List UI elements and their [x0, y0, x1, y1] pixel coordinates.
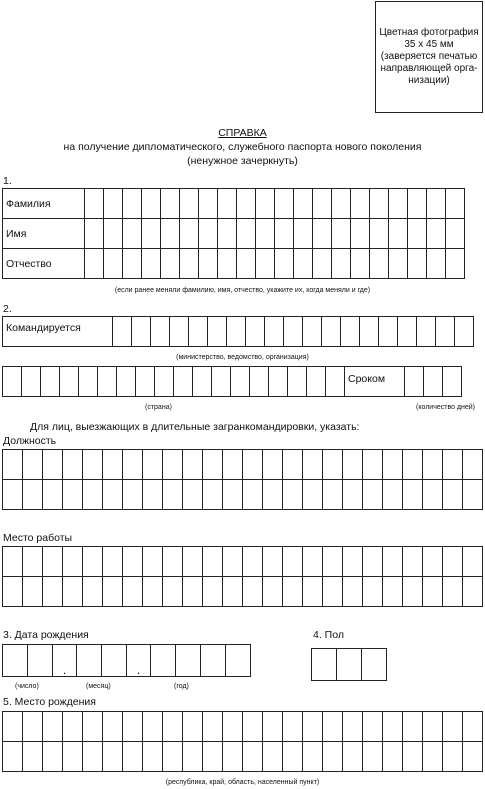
- long-trip-note: Для лиц, выезжающих в длительные загранкомандировки, указать:: [30, 421, 360, 433]
- letter-cell[interactable]: [363, 480, 383, 510]
- letter-cell[interactable]: [63, 742, 83, 772]
- letter-cell[interactable]: [313, 219, 332, 249]
- letter-cell[interactable]: [43, 577, 63, 607]
- letter-cell[interactable]: [256, 189, 275, 219]
- sex-grid: [311, 648, 387, 681]
- letter-cell[interactable]: [83, 742, 103, 772]
- letter-cell[interactable]: [143, 712, 163, 742]
- letter-cell[interactable]: [243, 547, 263, 577]
- letter-cell[interactable]: [103, 577, 123, 607]
- letter-cell[interactable]: [417, 317, 436, 347]
- letter-cell[interactable]: [223, 577, 243, 607]
- letter-cell[interactable]: [180, 189, 199, 219]
- birthplace-hint: (республика, край, область, населенный пункт): [165, 779, 320, 786]
- letter-cell[interactable]: [203, 742, 223, 772]
- srok-label: Сроком: [345, 367, 405, 397]
- letter-cell[interactable]: [212, 367, 231, 397]
- letter-cell[interactable]: [161, 219, 180, 249]
- letter-cell[interactable]: [294, 219, 313, 249]
- letter-cell[interactable]: [341, 317, 360, 347]
- letter-cell[interactable]: [303, 480, 323, 510]
- letter-cell[interactable]: [423, 547, 443, 577]
- letter-cell[interactable]: [123, 189, 142, 219]
- letter-cell[interactable]: [269, 367, 288, 397]
- section-1-number: 1.: [3, 175, 12, 187]
- letter-cell[interactable]: [218, 249, 237, 279]
- letter-cell[interactable]: [193, 367, 212, 397]
- birthplace-label: 5. Место рождения: [3, 696, 96, 708]
- letter-cell[interactable]: [283, 480, 303, 510]
- date-separator: .: [127, 645, 151, 677]
- letter-cell[interactable]: [283, 577, 303, 607]
- letter-cell[interactable]: [183, 480, 203, 510]
- letter-cell[interactable]: [389, 219, 408, 249]
- letter-cell[interactable]: [351, 249, 370, 279]
- letter-cell[interactable]: [307, 367, 326, 397]
- letter-cell[interactable]: [263, 577, 283, 607]
- letter-cell[interactable]: [170, 317, 189, 347]
- letter-cell[interactable]: [383, 480, 403, 510]
- form-subtitle: на получение дипломатического, служебного паспорта нового поколения: [63, 141, 422, 153]
- letter-cell[interactable]: [403, 480, 423, 510]
- letter-cell[interactable]: [363, 577, 383, 607]
- letter-cell[interactable]: [303, 450, 323, 480]
- letter-cell[interactable]: [223, 742, 243, 772]
- letter-cell[interactable]: [243, 577, 263, 607]
- letter-cell[interactable]: [180, 249, 199, 279]
- letter-cell[interactable]: [403, 450, 423, 480]
- letter-cell[interactable]: [163, 547, 183, 577]
- year-hint: (год): [174, 683, 189, 690]
- letter-cell[interactable]: [446, 249, 465, 279]
- letter-cell[interactable]: [332, 249, 351, 279]
- letter-cell[interactable]: [303, 742, 323, 772]
- letter-cell[interactable]: [363, 547, 383, 577]
- date-digit-cell[interactable]: [3, 645, 28, 677]
- letter-cell[interactable]: [123, 547, 143, 577]
- letter-cell[interactable]: [98, 367, 117, 397]
- letter-cell[interactable]: [3, 547, 23, 577]
- letter-cell[interactable]: [294, 249, 313, 279]
- letter-cell[interactable]: [161, 249, 180, 279]
- letter-cell[interactable]: [446, 219, 465, 249]
- form-title: СПРАВКА: [218, 127, 267, 139]
- letter-cell[interactable]: [284, 317, 303, 347]
- letter-cell[interactable]: [332, 219, 351, 249]
- country-days-grid: [2, 366, 462, 397]
- letter-cell[interactable]: [383, 547, 403, 577]
- photo-box: [375, 1, 483, 113]
- letter-cell[interactable]: [427, 189, 446, 219]
- letter-cell[interactable]: [443, 547, 463, 577]
- letter-cell[interactable]: [351, 189, 370, 219]
- date-digit-cell[interactable]: [151, 645, 176, 677]
- letter-cell[interactable]: [23, 480, 43, 510]
- letter-cell[interactable]: [83, 712, 103, 742]
- letter-cell[interactable]: [23, 712, 43, 742]
- letter-cell[interactable]: [370, 249, 389, 279]
- letter-cell[interactable]: [463, 480, 483, 510]
- section-2-number: 2.: [3, 303, 12, 315]
- patronymic-label: Отчество: [3, 249, 85, 279]
- letter-cell[interactable]: [43, 450, 63, 480]
- letter-cell[interactable]: [23, 742, 43, 772]
- letter-cell[interactable]: [183, 712, 203, 742]
- komandir-hint: (министерство, ведомство, организация): [176, 354, 309, 361]
- letter-cell[interactable]: [63, 450, 83, 480]
- letter-cell[interactable]: [403, 712, 423, 742]
- letter-cell[interactable]: [143, 480, 163, 510]
- date-digit-cell[interactable]: [77, 645, 102, 677]
- letter-cell[interactable]: [143, 742, 163, 772]
- letter-cell[interactable]: [423, 577, 443, 607]
- letter-cell[interactable]: [326, 367, 345, 397]
- date-digit-cell[interactable]: [28, 645, 53, 677]
- letter-cell[interactable]: [223, 480, 243, 510]
- letter-cell[interactable]: [463, 547, 483, 577]
- letter-cell[interactable]: [203, 712, 223, 742]
- day-cell[interactable]: [424, 367, 443, 397]
- workplace-grid: [2, 546, 483, 607]
- sex-cell[interactable]: [362, 649, 387, 681]
- letter-cell[interactable]: [263, 712, 283, 742]
- workplace-label: Место работы: [3, 532, 73, 544]
- photo-line: направляющей орга-: [380, 63, 478, 74]
- letter-cell[interactable]: [303, 547, 323, 577]
- name-hint: (если ранее меняли фамилию, имя, отчество, укажите их, когда меняли и где): [114, 287, 371, 294]
- letter-cell[interactable]: [283, 547, 303, 577]
- sex-label: 4. Пол: [313, 629, 344, 641]
- letter-cell[interactable]: [423, 450, 443, 480]
- letter-cell[interactable]: [275, 189, 294, 219]
- letter-cell[interactable]: [408, 249, 427, 279]
- letter-cell[interactable]: [256, 249, 275, 279]
- letter-cell[interactable]: [189, 317, 208, 347]
- letter-cell[interactable]: [85, 189, 104, 219]
- birthplace-grid: [2, 711, 483, 772]
- letter-cell[interactable]: [63, 547, 83, 577]
- letter-cell[interactable]: [403, 577, 423, 607]
- letter-cell[interactable]: [379, 317, 398, 347]
- letter-cell[interactable]: [383, 742, 403, 772]
- letter-cell[interactable]: [43, 712, 63, 742]
- letter-cell[interactable]: [265, 317, 284, 347]
- letter-cell[interactable]: [427, 219, 446, 249]
- letter-cell[interactable]: [123, 742, 143, 772]
- letter-cell[interactable]: [132, 317, 151, 347]
- letter-cell[interactable]: [143, 450, 163, 480]
- letter-cell[interactable]: [423, 480, 443, 510]
- letter-cell[interactable]: [85, 219, 104, 249]
- letter-cell[interactable]: [223, 547, 243, 577]
- letter-cell[interactable]: [23, 547, 43, 577]
- birthdate-grid: [2, 644, 251, 677]
- letter-cell[interactable]: [83, 547, 103, 577]
- letter-cell[interactable]: [323, 742, 343, 772]
- letter-cell[interactable]: [463, 450, 483, 480]
- letter-cell[interactable]: [263, 450, 283, 480]
- letter-cell[interactable]: [218, 189, 237, 219]
- letter-cell[interactable]: [3, 480, 23, 510]
- letter-cell[interactable]: [43, 547, 63, 577]
- letter-cell[interactable]: [446, 189, 465, 219]
- birthdate-label: 3. Дата рождения: [3, 629, 89, 641]
- letter-cell[interactable]: [199, 189, 218, 219]
- letter-cell[interactable]: [103, 450, 123, 480]
- letter-cell[interactable]: [117, 367, 136, 397]
- letter-cell[interactable]: [163, 712, 183, 742]
- letter-cell[interactable]: [3, 712, 23, 742]
- letter-cell[interactable]: [323, 712, 343, 742]
- letter-cell[interactable]: [83, 577, 103, 607]
- letter-cell[interactable]: [104, 249, 123, 279]
- letter-cell[interactable]: [203, 547, 223, 577]
- letter-cell[interactable]: [370, 189, 389, 219]
- letter-cell[interactable]: [343, 450, 363, 480]
- letter-cell[interactable]: [351, 219, 370, 249]
- letter-cell[interactable]: [183, 577, 203, 607]
- letter-cell[interactable]: [423, 712, 443, 742]
- days-hint: (количество дней): [416, 404, 476, 411]
- letter-cell[interactable]: [208, 317, 227, 347]
- date-digit-cell[interactable]: [226, 645, 251, 677]
- letter-cell[interactable]: [443, 742, 463, 772]
- day-cell[interactable]: [405, 367, 424, 397]
- letter-cell[interactable]: [443, 450, 463, 480]
- letter-cell[interactable]: [243, 712, 263, 742]
- letter-cell[interactable]: [203, 450, 223, 480]
- letter-cell[interactable]: [303, 577, 323, 607]
- letter-cell[interactable]: [398, 317, 417, 347]
- letter-cell[interactable]: [383, 450, 403, 480]
- photo-line: низации): [408, 75, 450, 86]
- letter-cell[interactable]: [3, 577, 23, 607]
- letter-cell[interactable]: [163, 742, 183, 772]
- letter-cell[interactable]: [174, 367, 193, 397]
- letter-cell[interactable]: [423, 742, 443, 772]
- letter-cell[interactable]: [60, 367, 79, 397]
- letter-cell[interactable]: [223, 450, 243, 480]
- letter-cell[interactable]: [256, 219, 275, 249]
- letter-cell[interactable]: [237, 219, 256, 249]
- day-cell[interactable]: [443, 367, 462, 397]
- letter-cell[interactable]: [370, 219, 389, 249]
- letter-cell[interactable]: [283, 712, 303, 742]
- letter-cell[interactable]: [123, 480, 143, 510]
- sex-cell[interactable]: [337, 649, 362, 681]
- letter-cell[interactable]: [389, 189, 408, 219]
- letter-cell[interactable]: [363, 742, 383, 772]
- letter-cell[interactable]: [143, 577, 163, 607]
- date-digit-cell[interactable]: [102, 645, 127, 677]
- letter-cell[interactable]: [263, 480, 283, 510]
- letter-cell[interactable]: [136, 367, 155, 397]
- letter-cell[interactable]: [63, 480, 83, 510]
- letter-cell[interactable]: [183, 547, 203, 577]
- date-separator: .: [53, 645, 77, 677]
- month-hint: (месяц): [86, 683, 111, 690]
- letter-cell[interactable]: [288, 367, 307, 397]
- letter-cell[interactable]: [463, 577, 483, 607]
- letter-cell[interactable]: [343, 712, 363, 742]
- letter-cell[interactable]: [123, 219, 142, 249]
- letter-cell[interactable]: [180, 219, 199, 249]
- letter-cell[interactable]: [408, 189, 427, 219]
- letter-cell[interactable]: [199, 219, 218, 249]
- photo-line: (заверяется печатью: [380, 51, 478, 62]
- letter-cell[interactable]: [403, 547, 423, 577]
- letter-cell[interactable]: [323, 577, 343, 607]
- photo-line: 35 х 45 мм: [404, 39, 454, 50]
- letter-cell[interactable]: [443, 480, 463, 510]
- letter-cell[interactable]: [313, 249, 332, 279]
- position-label: Должность: [3, 435, 57, 447]
- surname-label: Фамилия: [3, 189, 85, 219]
- letter-cell[interactable]: [294, 189, 313, 219]
- letter-cell[interactable]: [427, 249, 446, 279]
- letter-cell[interactable]: [243, 480, 263, 510]
- letter-cell[interactable]: [3, 367, 22, 397]
- letter-cell[interactable]: [383, 712, 403, 742]
- letter-cell[interactable]: [163, 480, 183, 510]
- letter-cell[interactable]: [343, 547, 363, 577]
- letter-cell[interactable]: [151, 317, 170, 347]
- letter-cell[interactable]: [237, 189, 256, 219]
- sex-cell[interactable]: [312, 649, 337, 681]
- letter-cell[interactable]: [443, 577, 463, 607]
- letter-cell[interactable]: [275, 219, 294, 249]
- photo-line: Цветная фотография: [379, 27, 479, 38]
- letter-cell[interactable]: [323, 450, 343, 480]
- letter-cell[interactable]: [199, 249, 218, 279]
- letter-cell[interactable]: [455, 317, 474, 347]
- letter-cell[interactable]: [332, 189, 351, 219]
- letter-cell[interactable]: [360, 317, 379, 347]
- letter-cell[interactable]: [283, 742, 303, 772]
- name-grid: [2, 188, 465, 279]
- letter-cell[interactable]: [123, 577, 143, 607]
- letter-cell[interactable]: [123, 712, 143, 742]
- letter-cell[interactable]: [85, 249, 104, 279]
- letter-cell[interactable]: [303, 712, 323, 742]
- letter-cell[interactable]: [103, 547, 123, 577]
- letter-cell[interactable]: [142, 219, 161, 249]
- letter-cell[interactable]: [436, 317, 455, 347]
- letter-cell[interactable]: [323, 547, 343, 577]
- letter-cell[interactable]: [3, 742, 23, 772]
- letter-cell[interactable]: [22, 367, 41, 397]
- letter-cell[interactable]: [23, 577, 43, 607]
- letter-cell[interactable]: [389, 249, 408, 279]
- letter-cell[interactable]: [203, 577, 223, 607]
- letter-cell[interactable]: [103, 712, 123, 742]
- letter-cell[interactable]: [163, 577, 183, 607]
- letter-cell[interactable]: [103, 480, 123, 510]
- letter-cell[interactable]: [155, 367, 174, 397]
- letter-cell[interactable]: [104, 219, 123, 249]
- letter-cell[interactable]: [123, 450, 143, 480]
- letter-cell[interactable]: [237, 249, 256, 279]
- letter-cell[interactable]: [83, 480, 103, 510]
- letter-cell[interactable]: [443, 712, 463, 742]
- komandir-label: Командируется: [3, 317, 113, 347]
- letter-cell[interactable]: [41, 367, 60, 397]
- letter-cell[interactable]: [142, 189, 161, 219]
- letter-cell[interactable]: [218, 219, 237, 249]
- letter-cell[interactable]: [322, 317, 341, 347]
- letter-cell[interactable]: [343, 742, 363, 772]
- letter-cell[interactable]: [43, 742, 63, 772]
- letter-cell[interactable]: [243, 450, 263, 480]
- form-note: (ненужное зачеркнуть): [187, 155, 298, 167]
- letter-cell[interactable]: [183, 450, 203, 480]
- letter-cell[interactable]: [403, 742, 423, 772]
- day-hint: (число): [15, 683, 39, 690]
- letter-cell[interactable]: [142, 249, 161, 279]
- letter-cell[interactable]: [143, 547, 163, 577]
- letter-cell[interactable]: [63, 712, 83, 742]
- letter-cell[interactable]: [43, 480, 63, 510]
- letter-cell[interactable]: [163, 450, 183, 480]
- letter-cell[interactable]: [243, 742, 263, 772]
- letter-cell[interactable]: [408, 219, 427, 249]
- letter-cell[interactable]: [463, 712, 483, 742]
- letter-cell[interactable]: [63, 577, 83, 607]
- letter-cell[interactable]: [263, 547, 283, 577]
- komandir-grid: [2, 316, 474, 347]
- letter-cell[interactable]: [283, 450, 303, 480]
- country-hint: (страна): [145, 404, 172, 411]
- date-digit-cell[interactable]: [201, 645, 226, 677]
- letter-cell[interactable]: [104, 189, 123, 219]
- letter-cell[interactable]: [83, 450, 103, 480]
- date-digit-cell[interactable]: [176, 645, 201, 677]
- letter-cell[interactable]: [263, 742, 283, 772]
- letter-cell[interactable]: [463, 742, 483, 772]
- letter-cell[interactable]: [323, 480, 343, 510]
- letter-cell[interactable]: [363, 450, 383, 480]
- letter-cell[interactable]: [103, 742, 123, 772]
- letter-cell[interactable]: [161, 189, 180, 219]
- letter-cell[interactable]: [79, 367, 98, 397]
- firstname-label: Имя: [3, 219, 85, 249]
- letter-cell[interactable]: [227, 317, 246, 347]
- letter-cell[interactable]: [303, 317, 322, 347]
- letter-cell[interactable]: [343, 577, 363, 607]
- letter-cell[interactable]: [113, 317, 132, 347]
- letter-cell[interactable]: [250, 367, 269, 397]
- letter-cell[interactable]: [3, 450, 23, 480]
- letter-cell[interactable]: [275, 249, 294, 279]
- letter-cell[interactable]: [343, 480, 363, 510]
- letter-cell[interactable]: [203, 480, 223, 510]
- letter-cell[interactable]: [231, 367, 250, 397]
- letter-cell[interactable]: [383, 577, 403, 607]
- letter-cell[interactable]: [183, 742, 203, 772]
- letter-cell[interactable]: [223, 712, 243, 742]
- letter-cell[interactable]: [123, 249, 142, 279]
- letter-cell[interactable]: [313, 189, 332, 219]
- letter-cell[interactable]: [23, 450, 43, 480]
- position-grid: [2, 449, 483, 510]
- letter-cell[interactable]: [363, 712, 383, 742]
- letter-cell[interactable]: [246, 317, 265, 347]
